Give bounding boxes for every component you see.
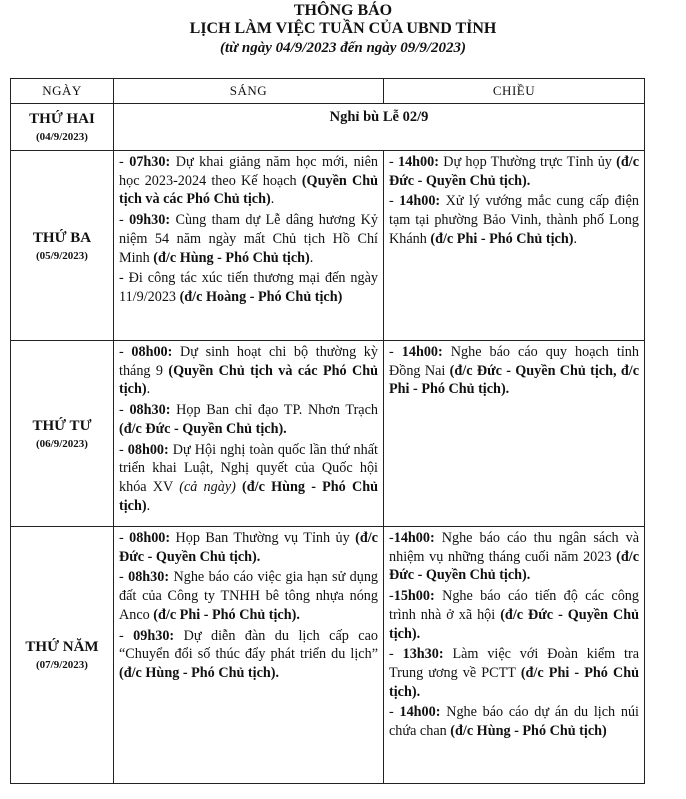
- day-cell: [11, 151, 114, 341]
- day-name: THỨ TƯ: [32, 417, 92, 434]
- day-date: (07/9/2023): [36, 659, 88, 671]
- schedule-item: - 08h00: Họp Ban Thường vụ Tỉnh ủy (đ/c Đức - Quyền Chủ tịch).: [119, 530, 378, 565]
- schedule-item: -14h00: Nghe báo cáo thu ngân sách và nhiệm vụ những tháng cuối năm 2023 (đ/c Đức - Quyền Chủ tịch).: [389, 530, 639, 584]
- schedule-item: - 13h30: Làm việc với Đoàn kiểm tra Trung ương về PCTT (đ/c Phi - Phó Chủ tịch).: [389, 646, 639, 700]
- morning-cell: [114, 527, 384, 784]
- table-header-row: [11, 79, 645, 104]
- afternoon-cell: [384, 341, 645, 527]
- afternoon-cell: [384, 151, 645, 341]
- schedule-item: - 09h30: Cùng tham dự Lễ dâng hương Kỷ niệm 54 năm ngày mất Chủ tịch Hồ Chí Minh (đ/c Hùng - Phó Chủ tịch).: [119, 212, 378, 266]
- day-cell: [11, 527, 114, 784]
- schedule-item: - Đi công tác xúc tiến thương mại đến ngày 11/9/2023 (đ/c Hoàng - Phó Chủ tịch): [119, 270, 378, 305]
- column-header-day: NGÀY: [11, 79, 114, 104]
- table-row-wednesday: [11, 341, 645, 527]
- table-row-thursday: [11, 527, 645, 784]
- schedule-item: - 14h00: Nghe báo cáo quy hoạch tỉnh Đồng Nai (đ/c Đức - Quyền Chủ tịch, đ/c Phi - Phó Chủ tịch).: [389, 344, 639, 398]
- day-date: (05/9/2023): [36, 249, 88, 262]
- afternoon-cell: [384, 527, 645, 784]
- column-header-morning: SÁNG: [114, 79, 384, 104]
- table-row-tuesday: [11, 151, 645, 341]
- day-name: THỨ NĂM: [25, 639, 99, 655]
- day-name: THỨ BA: [32, 229, 92, 246]
- schedule-item: - 14h00: Dự họp Thường trực Tỉnh ủy (đ/c Đức - Quyền Chủ tịch).: [389, 154, 639, 189]
- document-subtitle: LỊCH LÀM VIỆC TUẦN CỦA UBND TỈNH: [189, 20, 497, 37]
- day-date: (04/9/2023): [36, 131, 88, 143]
- schedule-item: - 08h30: Nghe báo cáo việc gia hạn sử dụng đất của Công ty TNHH bê tông nhựa nóng Anco (đ/c Phi - Phó Chủ tịch).: [119, 569, 379, 623]
- schedule-item: - 09h30: Dự diễn đàn du lịch cấp cao “Chuyển đổi số thúc đẩy phát triển du lịch” (đ/c Hùng - Phó Chủ tịch).: [119, 627, 378, 681]
- document-title: THÔNG BÁO: [293, 2, 393, 19]
- schedule-item: - 08h00: Dự sinh hoạt chi bộ thường kỳ tháng 9 (Quyền Chủ tịch và các Phó Chủ tịch).: [119, 344, 378, 398]
- schedule-table: [10, 78, 645, 784]
- morning-cell: [114, 151, 384, 341]
- holiday-note: Nghỉ bù Lễ 02/9: [114, 104, 645, 151]
- table-row-monday: [11, 104, 645, 151]
- morning-cell: [114, 341, 384, 527]
- schedule-item: - 14h00: Nghe báo cáo dự án du lịch núi chứa chan (đ/c Hùng - Phó Chủ tịch): [389, 704, 639, 740]
- schedule-item: - 08h30: Họp Ban chỉ đạo TP. Nhơn Trạch (đ/c Đức - Quyền Chủ tịch).: [119, 402, 378, 437]
- schedule-item: - 14h00: Xử lý vướng mắc cung cấp điện tạm tại phường Bảo Vinh, thành phố Long Khánh (đ/c Phi - Phó Chủ tịch).: [389, 193, 639, 247]
- column-header-afternoon: CHIỀU: [384, 79, 645, 104]
- schedule-item: - 08h00: Dự Hội nghị toàn quốc lần thứ nhất triển khai Luật, Nghị quyết của Quốc hội khóa XV (cả ngày) (đ/c Hùng - Phó Chủ tịch).: [119, 441, 378, 514]
- schedule-item: -15h00: Nghe báo cáo tiến độ các công trình nhà ở xã hội (đ/c Đức - Quyền Chủ tịch).: [389, 588, 639, 642]
- document-period: (từ ngày 04/9/2023 đến ngày 09/9/2023): [219, 40, 467, 56]
- day-name: THỨ HAI: [29, 111, 95, 127]
- day-cell: [11, 341, 114, 527]
- schedule-item: - 07h30: Dự khai giảng năm học mới, niên học 2023-2024 theo Kế hoạch (Quyền Chủ tịch và các Phó Chủ tịch).: [119, 154, 378, 208]
- day-date: (06/9/2023): [36, 437, 88, 450]
- day-cell: [11, 104, 114, 151]
